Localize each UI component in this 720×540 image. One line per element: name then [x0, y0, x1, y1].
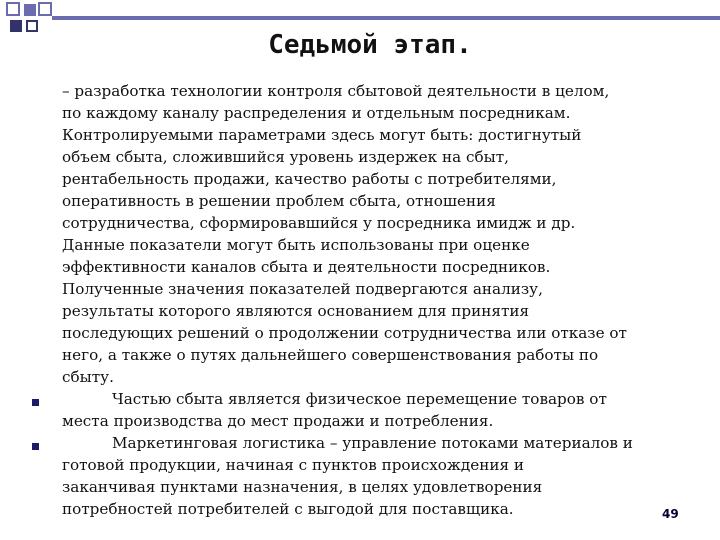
paragraph-line: Полученные значения показателей подвергаются анализу,	[62, 280, 543, 298]
paragraph-line: рентабельность продажи, качество работы с потребителями,	[62, 170, 557, 188]
deco-square	[24, 4, 36, 16]
paragraph-line: эффективности каналов сбыта и деятельности посредников.	[62, 258, 551, 276]
paragraph-line: сотрудничества, сформировавшийся у посредника имидж и др.	[62, 214, 576, 232]
bullet-line: Частью сбыта является физическое перемещение товаров от	[112, 390, 607, 408]
slide-body	[62, 80, 712, 520]
title-rule	[52, 16, 720, 20]
bullet-line: места производства до мест продажи и потребления.	[62, 412, 494, 430]
deco-square	[38, 2, 52, 16]
paragraph-line: него, а также о путях дальнейшего совершенствования работы по	[62, 346, 599, 364]
paragraph-line: последующих решений о продолжении сотрудничества или отказе от	[62, 324, 627, 342]
bullet-line: готовой продукции, начиная с пунктов происхождения и	[62, 456, 524, 474]
paragraph-line: по каждому каналу распределения и отдельным посредникам.	[62, 104, 571, 122]
paragraph-line: объем сбыта, сложившийся уровень издержек на сбыт,	[62, 148, 509, 166]
slide-title: Седьмой этап.	[268, 30, 472, 60]
bullet-line: Маркетинговая логистика – управление потоками материалов и	[112, 434, 633, 452]
bullet-line: заканчивая пунктами назначения, в целях удовлетворения	[62, 478, 543, 496]
paragraph-line: результаты которого являются основанием для принятия	[62, 302, 530, 320]
paragraph-line: сбыту.	[62, 368, 114, 386]
paragraph-line: – разработка технологии контроля сбытовой деятельности в целом,	[62, 82, 610, 100]
paragraph-line: оперативность в решении проблем сбыта, отношения	[62, 192, 496, 210]
paragraph-line: Контролируемыми параметрами здесь могут быть: достигнутый	[62, 126, 582, 144]
bullet-line: потребностей потребителей с выгодой для поставщика.	[62, 500, 514, 518]
page-number: 49	[662, 507, 679, 521]
paragraph-line: Данные показатели могут быть использованы при оценке	[62, 236, 530, 254]
deco-square	[6, 2, 20, 16]
bullet-marker	[32, 443, 39, 450]
bullet-marker	[32, 399, 39, 406]
